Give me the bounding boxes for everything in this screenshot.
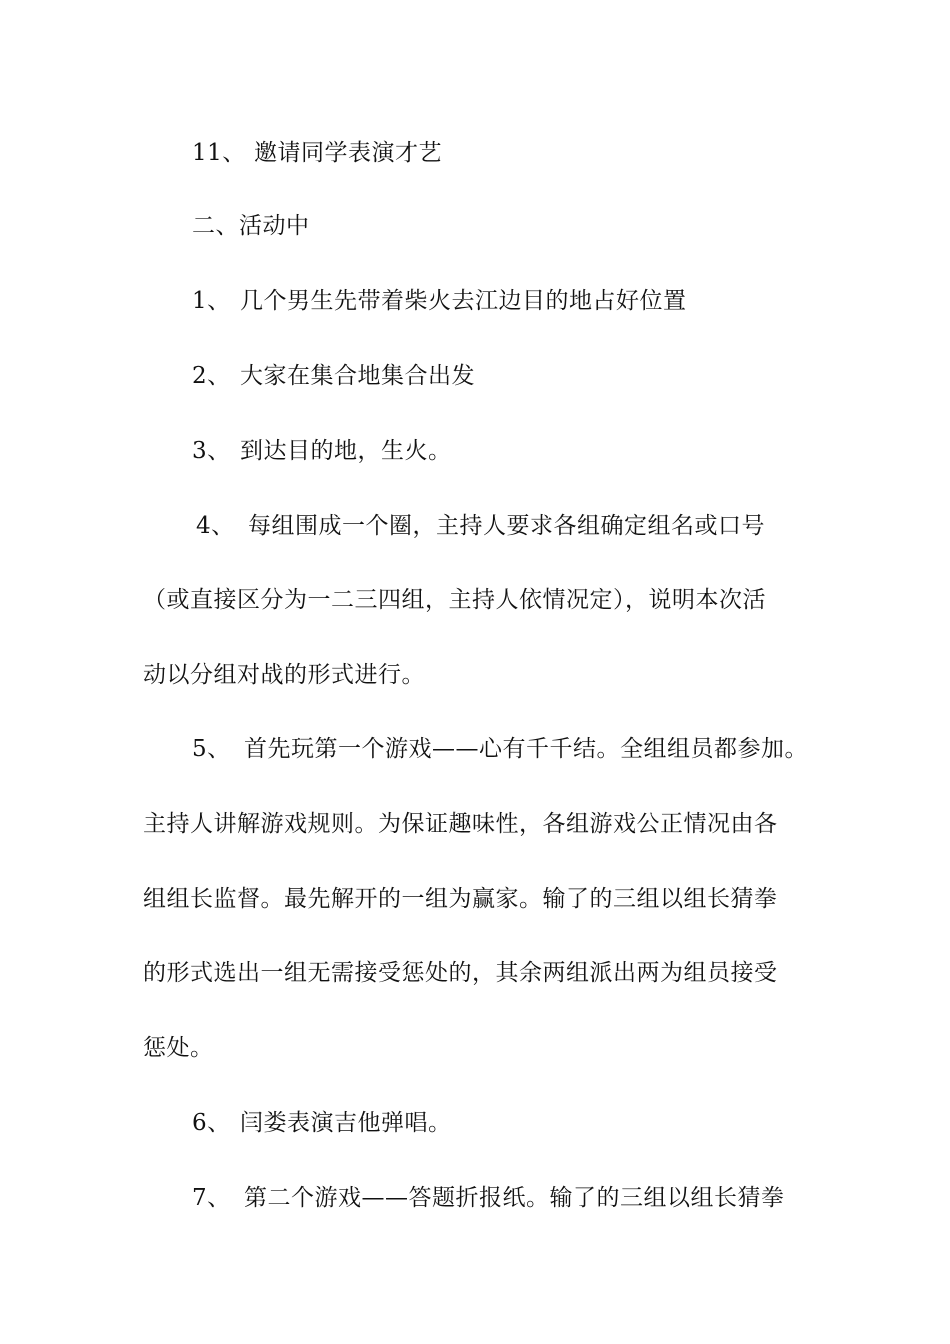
line-3 (0, 436, 950, 466)
line-4 (0, 511, 950, 541)
item-number: 7、 (192, 1185, 231, 1211)
line-4-continued (0, 585, 950, 615)
item-number: 3、 (192, 438, 231, 464)
line-11-invite-talent (0, 138, 950, 168)
item-number: 2、 (192, 363, 231, 389)
item-number: 1、 (192, 288, 231, 314)
line-text: 第二个游戏——答题折报纸。输了的三组以组长猜拳 (244, 1185, 785, 1211)
line-text: 组组长监督。最先解开的一组为赢家。输了的三组以组长猜拳 (143, 886, 778, 912)
line-text: （或直接区分为一二三四组，主持人依情况定），说明本次活 (143, 587, 766, 613)
line-text: 邀请同学表演才艺 (254, 140, 442, 166)
line-5 (0, 734, 950, 764)
line-text: 到达目的地，生火。 (240, 438, 452, 464)
line-text: 大家在集合地集合出发 (240, 363, 475, 389)
line-6 (0, 1108, 950, 1138)
line-1 (0, 286, 950, 316)
line-4-continued (0, 660, 950, 690)
item-number: 5、 (192, 736, 231, 762)
item-number: 6、 (192, 1110, 231, 1136)
line-text: 的形式选出一组无需接受惩处的，其余两组派出两为组员接受 (143, 960, 778, 986)
line-text: 每组围成一个圈，主持人要求各组确定组名或口号 (248, 513, 765, 539)
line-2 (0, 361, 950, 391)
line-7 (0, 1183, 950, 1213)
section-heading-during-activity (0, 211, 950, 241)
line-text: 主持人讲解游戏规则。为保证趣味性，各组游戏公正情况由各 (143, 811, 778, 837)
line-text: 动以分组对战的形式进行。 (143, 662, 425, 688)
line-text: 惩处。 (143, 1035, 214, 1061)
line-text: 首先玩第一个游戏——心有千千结。全组组员都参加。 (244, 736, 808, 762)
line-text: 二、活动中 (192, 213, 310, 239)
item-number: 4、 (196, 513, 235, 539)
line-5-continued (0, 958, 950, 988)
line-5-continued (0, 1033, 950, 1063)
line-text: 闫娄表演吉他弹唱。 (240, 1110, 452, 1136)
line-5-continued (0, 809, 950, 839)
line-5-continued (0, 884, 950, 914)
item-number: 11、 (192, 140, 246, 166)
line-text: 几个男生先带着柴火去江边目的地占好位置 (240, 288, 687, 314)
